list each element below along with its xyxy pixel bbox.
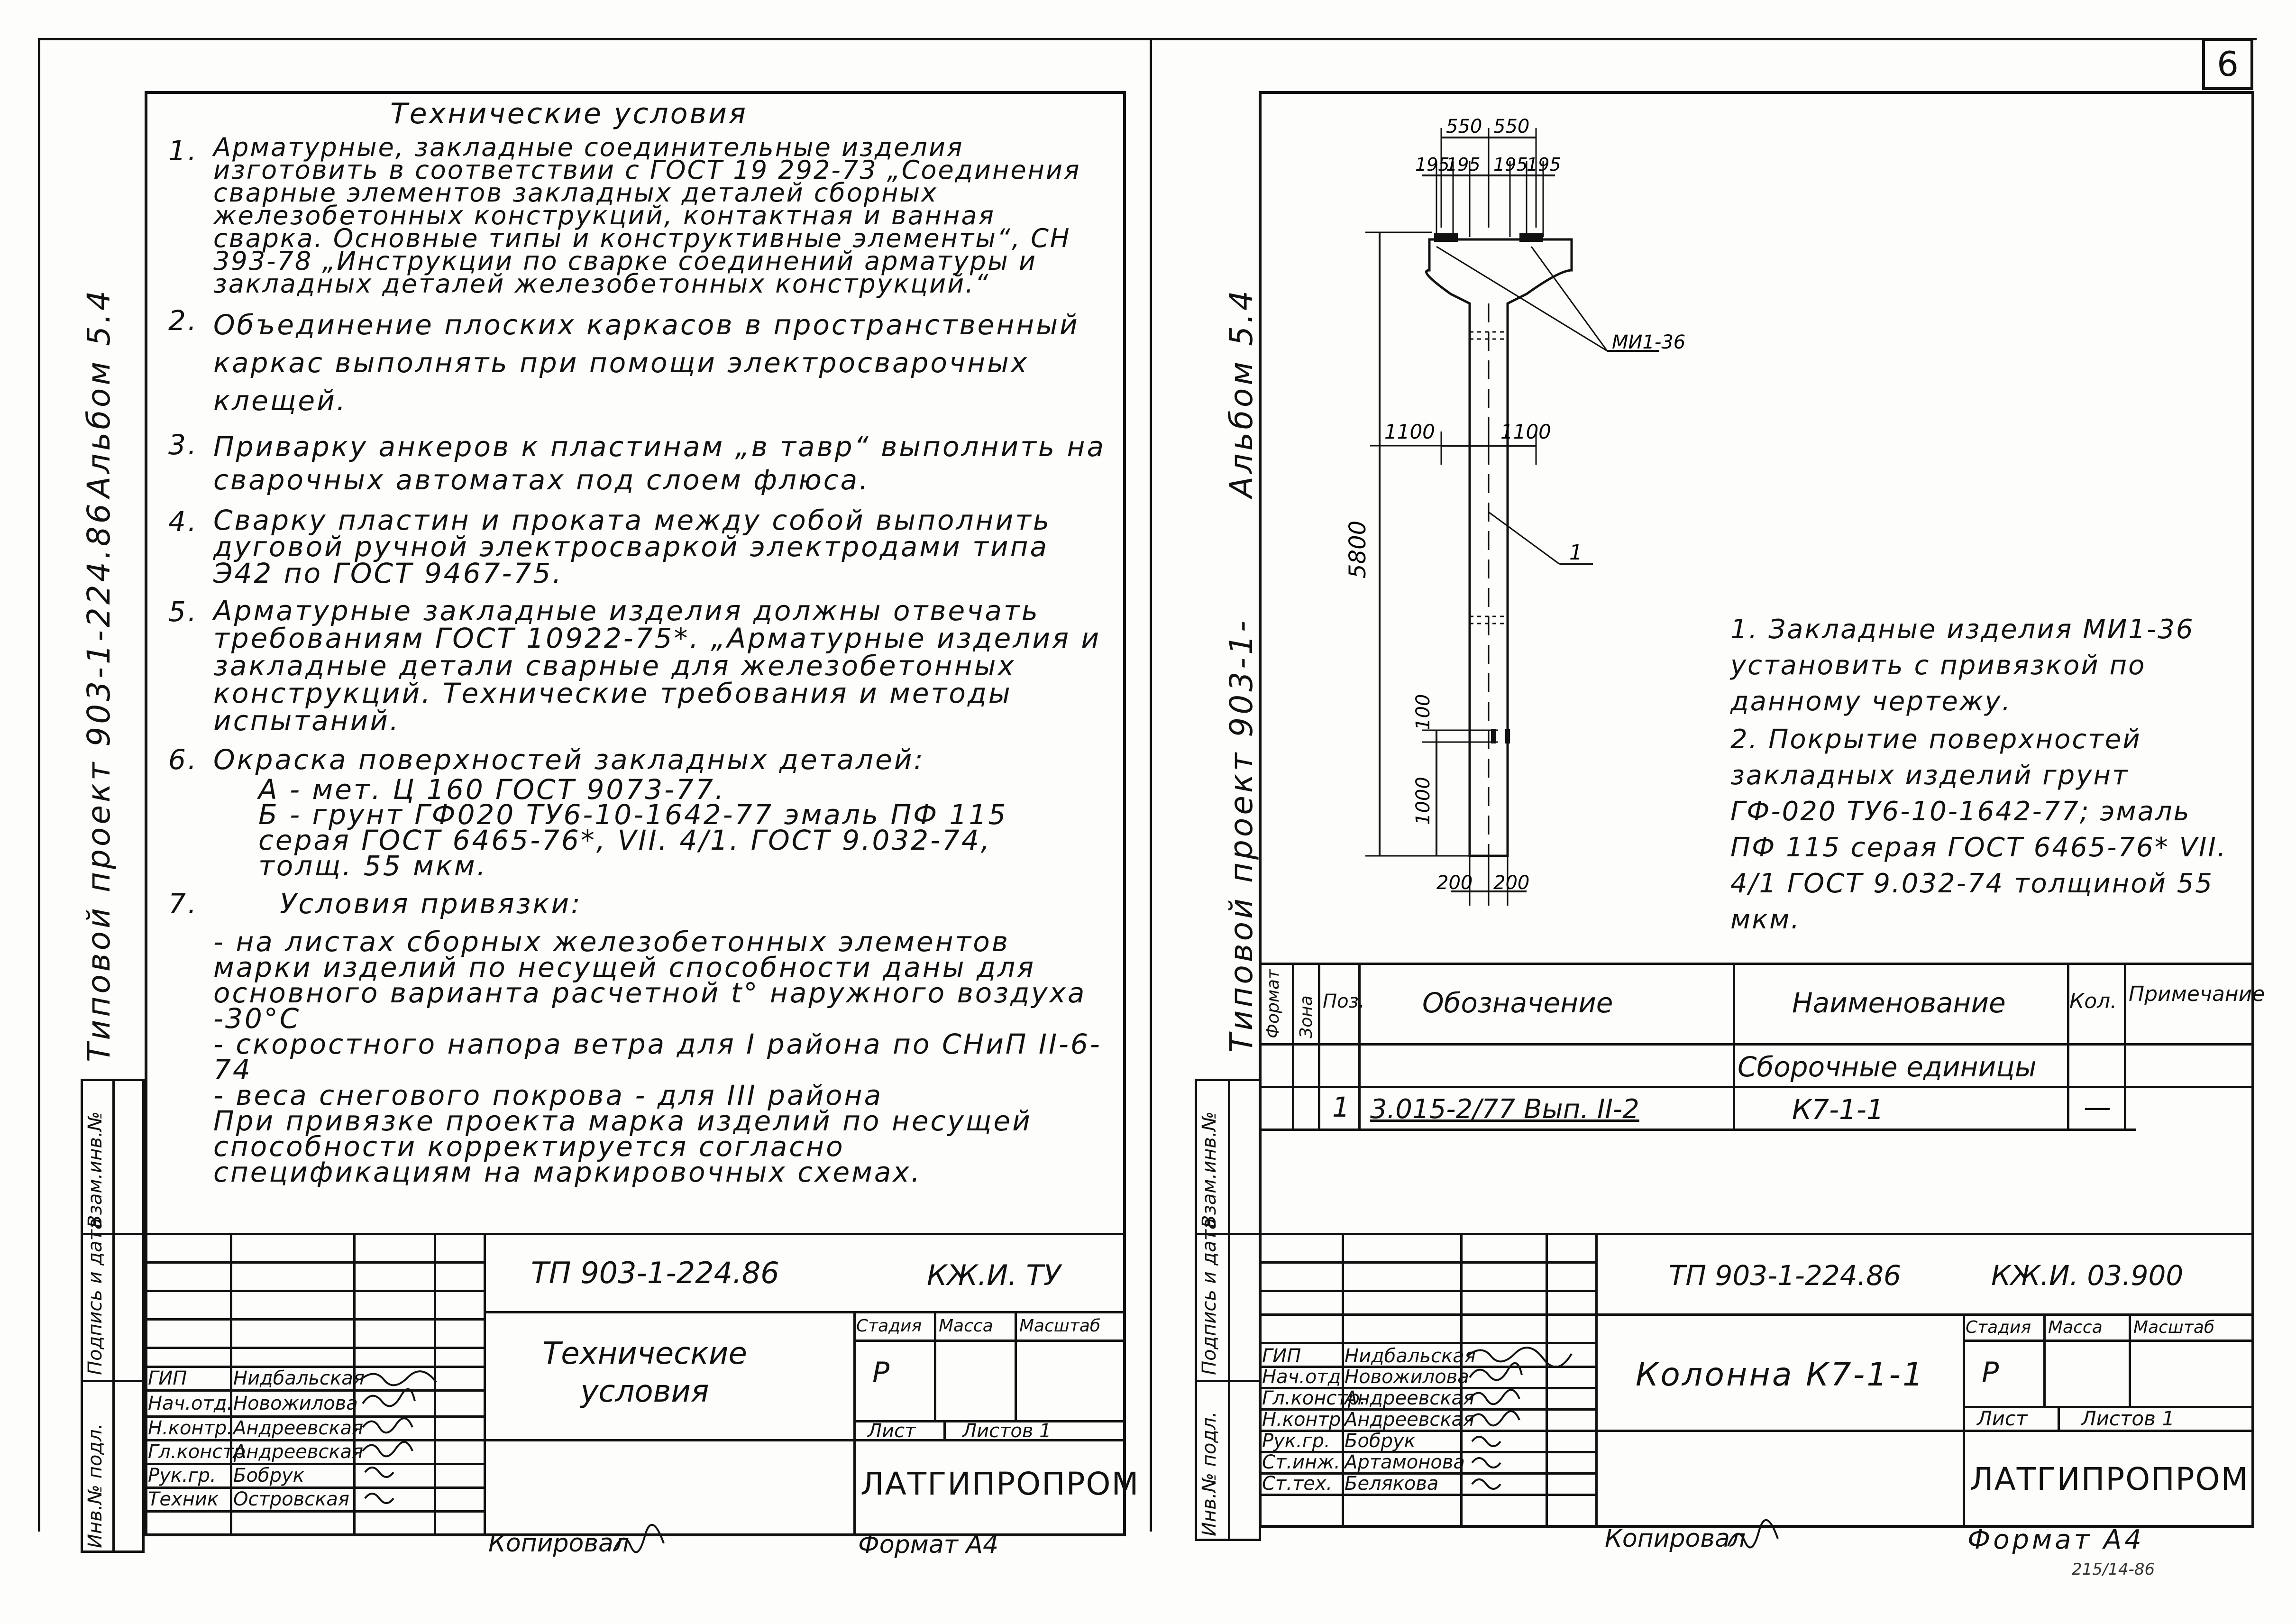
left-stamp-v1 (853, 1311, 856, 1536)
top-border (38, 38, 2257, 40)
spec-row-name: К7-1-1 (1792, 1093, 1884, 1126)
spec-header-pos: Поз. (1323, 991, 1365, 1012)
right-stamp-v4 (2058, 1406, 2060, 1430)
right-stamp-row1 (1259, 1261, 1595, 1264)
tech-item-6-text: Окраска поверхностей закладных деталей: (213, 743, 925, 776)
right-stamp-col4 (1595, 1233, 1598, 1527)
tech-item-7-bullet-3: - веса снегового покрова - для III района (213, 1079, 883, 1111)
left-side-field-divider (112, 1079, 115, 1553)
dim-195-1: 195 (1415, 154, 1450, 175)
right-footer-extra: 215/14-86 (2072, 1560, 2155, 1579)
dim-1100-left: 1100 (1384, 420, 1435, 443)
left-outer-edge (38, 38, 40, 1532)
tech-item-1-num: 1. (168, 135, 199, 167)
tech-item-6b: Б - грунт ГФ020 ТУ6-10-1642-77 эмаль ПФ 115 серая ГОСТ 6465-76*, VII. 4/1. ГОСТ 9.032-74, толщ. 55 мкм. (258, 798, 1008, 882)
right-sheets-label: Листов 1 (2081, 1407, 2175, 1430)
left-scale-header: Масштаб (1019, 1316, 1101, 1336)
left-role-3: Н.контр. (148, 1417, 233, 1439)
right-stamp-row3 (1259, 1313, 1595, 1316)
left-sheet-label: Лист (868, 1420, 916, 1442)
left-stamp-row1 (145, 1261, 484, 1264)
tech-item-6 (168, 745, 1112, 774)
left-side-field-sep2 (81, 1380, 145, 1382)
right-copy-signature (1726, 1522, 1787, 1555)
right-stamp-title: Колонна К7-1-1 (1636, 1356, 1925, 1394)
right-name-2: Новожилова (1345, 1366, 1469, 1388)
left-role-5: Рук.гр. (148, 1465, 216, 1486)
right-footer-copy: Копировал (1605, 1524, 1746, 1553)
dim-1000: 1000 (1412, 777, 1434, 825)
right-side-field-1: Инв.№ подл. (1198, 1411, 1220, 1536)
tech-item-3-text: Приварку анкеров к пластинам „в тавр“ выполнить на сварочных автоматах под слоем флюса. (213, 431, 1106, 496)
left-footer-copy: Копировал (488, 1529, 630, 1558)
right-stamp-v3 (2129, 1313, 2131, 1406)
dim-5800: 5800 (1345, 520, 1371, 578)
right-signatures (1463, 1342, 1595, 1494)
left-name-6: Островская (233, 1488, 349, 1510)
right-name-3: Андреевская (1345, 1387, 1475, 1409)
left-role-1: ГИП (148, 1367, 187, 1389)
right-stamp-top (1259, 1233, 2254, 1235)
spec-row-designation: 3.015-2/77 Вып. II-2 (1370, 1094, 1639, 1125)
left-stage-header: Стадия (856, 1316, 922, 1336)
sheet-divider (1150, 38, 1152, 1532)
tech-item-7-num: 7. (168, 888, 199, 920)
tech-item-5-num: 5. (168, 596, 199, 628)
left-org-name: ЛАТГИПРОПРОМ (860, 1466, 1140, 1502)
right-stamp-mark: КЖ.И. 03.900 (1991, 1259, 2184, 1292)
right-mass-header: Масса (2048, 1318, 2103, 1337)
label-mi1-36: МИ1-36 (1612, 331, 1686, 353)
dim-195-3: 195 (1493, 154, 1528, 175)
label-pos-1: 1 (1569, 541, 1583, 565)
left-stage-value: Р (872, 1356, 890, 1389)
note-2: 2. Покрытие поверхностей закладных изделий грунт ГФ-020 ТУ6-10-1642-77; эмаль ПФ 115 серая ГОСТ 6465-76* VII. 4/1 ГОСТ 9.032-74 толщиной 55 мкм. (1730, 724, 2227, 935)
dim-195-2: 195 (1446, 154, 1481, 175)
spec-col-2 (1318, 963, 1320, 1129)
right-role-7: Ст.тех. (1262, 1473, 1333, 1495)
left-stamp-h1 (484, 1311, 1126, 1313)
left-sheets-label: Листов 1 (962, 1420, 1052, 1442)
spec-row2-line (1259, 1086, 2254, 1088)
spec-col-5 (2067, 963, 2069, 1129)
right-role-1: ГИП (1262, 1345, 1301, 1367)
tech-item-1 (168, 132, 1112, 299)
spec-header-designation: Обозначение (1422, 987, 1613, 1019)
left-name-3: Андреевская (233, 1417, 364, 1439)
tech-item-5-text: Арматурные закладные изделия должны отвечать требованиям ГОСТ 10922-75*. „Арматурные изделия и закладные детали сварные для железобетонных конструкций. Технические требования и методы испытаний. (213, 595, 1101, 737)
tech-item-6a: А - мет. Ц 160 ГОСТ 9073-77. (258, 773, 726, 806)
right-role-4: Н.контр. (1262, 1409, 1347, 1431)
spec-row3-line (1259, 1129, 2136, 1131)
right-name-7: Белякова (1345, 1473, 1439, 1495)
left-stamp-v4 (943, 1420, 946, 1439)
left-mass-header: Масса (939, 1316, 993, 1336)
left-name-4: Андреевская (233, 1441, 364, 1463)
right-side-field-3: Взам.инв.№ (1198, 1111, 1220, 1228)
right-stamp-h1 (1595, 1313, 2254, 1316)
spec-top (1259, 963, 2254, 965)
spec-col-4 (1733, 963, 1735, 1129)
left-stamp-title: Технические условия (542, 1336, 747, 1409)
tech-item-7-bullet-1: - на листах сборных железобетонных элементов марки изделий по несущей способности даны для основного варианта расчетной t° наружного воздуха -30°C (213, 926, 1087, 1035)
tech-item-4-num: 4. (168, 505, 199, 538)
left-signatures (356, 1366, 460, 1513)
spec-col-6 (2124, 963, 2126, 1129)
left-stamp-row3 (145, 1318, 484, 1321)
tech-item-7-text: Условия привязки: (280, 888, 582, 920)
left-name-5: Бобрук (233, 1465, 304, 1486)
right-role-2: Нач.отд. (1262, 1366, 1347, 1388)
right-side-project: Типовой проект 903-1- (1223, 618, 1260, 1053)
tech-conditions (168, 97, 1112, 1188)
tech-item-2-num: 2. (168, 304, 199, 337)
right-side-field-divider (1228, 1079, 1230, 1541)
right-name-6: Артамонова (1345, 1451, 1465, 1473)
dim-550-left: 550 (1446, 116, 1482, 138)
left-stamp-col1 (230, 1233, 232, 1536)
left-stamp-v3 (1015, 1311, 1017, 1420)
left-stamp-v2 (934, 1311, 936, 1420)
left-side-field-2: Подпись и дата (84, 1218, 106, 1375)
tech-item-7-note: При привязке проекта марка изделий по несущей способности корректируется согласно спецификациям на маркировочных схемах. (213, 1105, 1032, 1188)
left-role-4: Гл.констр. (148, 1441, 252, 1463)
right-name-1: Нидбальская (1345, 1345, 1476, 1367)
left-stamp-h3 (853, 1340, 1126, 1342)
left-name-2: Новожилова (233, 1393, 358, 1414)
right-role-5: Рук.гр. (1262, 1430, 1330, 1452)
left-stamp-col4 (484, 1233, 486, 1536)
tech-item-5 (168, 595, 1112, 737)
left-name-1: Нидбальская (233, 1367, 365, 1389)
tech-item-4 (168, 504, 1112, 589)
spec-header-format: Формат (1263, 969, 1283, 1038)
left-side-field-1: Инв.№ подл. (84, 1423, 106, 1548)
dim-200-left: 200 (1436, 872, 1473, 894)
tech-item-3 (168, 430, 1112, 496)
right-stamp-v1 (1963, 1313, 1965, 1527)
spec-row1-line (1259, 1043, 2254, 1046)
spec-col-1 (1292, 963, 1294, 1129)
dim-550-right: 550 (1493, 116, 1530, 138)
right-org-name: ЛАТГИПРОПРОМ (1970, 1461, 2249, 1497)
spec-header-zone: Зона (1297, 995, 1316, 1038)
left-copy-signature (612, 1527, 673, 1560)
spec-row-qty: — (2084, 1091, 2111, 1123)
dim-1100-right: 1100 (1500, 420, 1551, 443)
tech-item-7 (168, 889, 1112, 918)
drawing-notes (1730, 612, 2233, 938)
left-side-field-3: Взам.инв.№ (84, 1111, 106, 1228)
dim-195-4: 195 (1527, 154, 1561, 175)
spec-row-pos: 1 (1332, 1091, 1350, 1123)
right-side-field-sep2 (1195, 1380, 1261, 1382)
right-stage-header: Стадия (1966, 1318, 2031, 1337)
left-role-6: Техник (148, 1488, 219, 1510)
left-stamp-row4 (145, 1347, 484, 1349)
spec-header-qty: Кол. (2069, 989, 2117, 1013)
tech-item-2 (168, 306, 1112, 420)
spec-header-name: Наименование (1792, 987, 2006, 1019)
note-1: 1. Закладные изделия МИ1-36 установить с привязкой по данному чертежу. (1730, 614, 2195, 717)
right-role-3: Гл.констр. (1262, 1387, 1366, 1409)
left-footer-format: Формат А4 (858, 1531, 999, 1559)
page-number-box: 6 (2202, 38, 2253, 90)
right-scale-header: Масштаб (2133, 1318, 2215, 1337)
right-side-album: Альбом 5.4 (1223, 287, 1260, 498)
tech-title: Технические условия (390, 97, 748, 130)
tech-item-2-text: Объединение плоских каркасов в пространственный каркас выполнять при помощи электросварочных клещей. (213, 309, 1079, 417)
right-stamp-row2 (1259, 1290, 1595, 1292)
tech-item-1-text: Арматурные, закладные соединительные изделия изготовить в соответствии с ГОСТ 19 292-73 „Соединения сварные элементов закладных деталей сборных железобетонных конструкций, контактная и ванная сварка. Основные типы и конструктивные элементы“, СН 393-78 „Инструкции по сварке соединений арматуры и закладных деталей железобетонных конструкций.“ (213, 132, 1081, 299)
left-stamp-mark: КЖ.И. ТУ (927, 1259, 1061, 1292)
right-role-6: Ст.инж. (1262, 1451, 1340, 1473)
right-side-field-2: Подпись и дата (1198, 1218, 1220, 1375)
left-stamp-code: ТП 903-1-224.86 (531, 1256, 779, 1290)
right-stage-value: Р (1982, 1356, 1999, 1389)
right-stamp-code: ТП 903-1-224.86 (1669, 1259, 1901, 1292)
left-side-project: Типовой проект 903-1-224.86 (81, 501, 117, 1062)
right-stamp-v2 (2043, 1313, 2046, 1406)
right-sheet-label: Лист (1977, 1407, 2028, 1430)
right-stamp-h3 (1963, 1340, 2254, 1342)
right-name-4: Андреевская (1345, 1409, 1475, 1431)
right-name-5: Бобрук (1345, 1430, 1416, 1452)
right-footer-format: Формат А4 (1967, 1524, 2144, 1555)
left-stamp-row2 (145, 1290, 484, 1292)
tech-item-6-num: 6. (168, 743, 199, 776)
spec-header-note: Примечание (2129, 982, 2265, 1006)
spec-section-title: Сборочные единицы (1738, 1051, 2037, 1083)
spec-col-3 (1358, 963, 1361, 1129)
left-role-2: Нач.отд. (148, 1393, 233, 1414)
tech-item-7-bullet-2: - скоростного напора ветра для I района по СНиП II-6-74 (213, 1028, 1102, 1086)
left-stamp-top (145, 1233, 1126, 1235)
dim-200-right: 200 (1493, 872, 1530, 894)
left-side-album: Альбом 5.4 (81, 287, 117, 498)
tech-item-3-num: 3. (168, 429, 199, 461)
dim-100: 100 (1412, 694, 1434, 730)
tech-item-4-text: Сварку пластин и проката между собой выполнить дуговой ручной электросваркой электродами типа Э42 по ГОСТ 9467-75. (213, 504, 1052, 589)
